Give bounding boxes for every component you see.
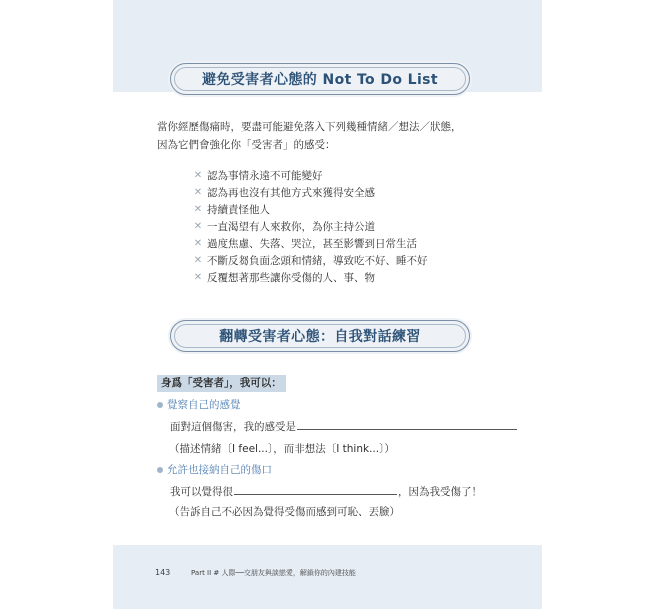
- exercise-prompt: 我可以覺得很: [170, 486, 233, 498]
- list-item: [193, 252, 428, 269]
- not-to-do-list: [193, 167, 428, 286]
- fill-in-blank[interactable]: [234, 483, 397, 495]
- section-title-not-to-do: [170, 63, 470, 95]
- list-item-text: 反覆想著那些讓你受傷的人、事、物: [207, 272, 375, 284]
- x-icon: ✕: [193, 187, 203, 198]
- list-item-text: 過度焦慮、失落、哭泣，甚至影響到日常生活: [207, 238, 417, 250]
- list-item: [193, 218, 428, 235]
- list-item: [193, 235, 428, 252]
- bullet-dot-icon: [157, 402, 163, 408]
- highlight-heading: 身爲「受害者」，我可以：: [157, 375, 286, 392]
- x-icon: ✕: [193, 221, 203, 232]
- x-icon: ✕: [193, 238, 203, 249]
- intro-line-2: 因為它們會強化你「受害者」的感受：: [157, 139, 336, 151]
- fill-in-blank[interactable]: [297, 418, 517, 430]
- subheading-text: 覺察自己的感覺: [167, 399, 241, 411]
- subheading-accept: [157, 462, 272, 477]
- book-page: [113, 0, 542, 609]
- exercise-prompt: 面對這個傷害，我的感受是: [170, 421, 296, 433]
- list-item-text: 認為再也沒有其他方式來獲得安全感: [207, 187, 375, 199]
- subheading-text: 允許也接納自己的傷口: [167, 464, 272, 476]
- subheading-awareness: [157, 397, 241, 412]
- list-item-text: 一直渴望有人來救你，為你主持公道: [207, 221, 375, 233]
- x-icon: ✕: [193, 204, 203, 215]
- x-icon: ✕: [193, 272, 203, 283]
- exercise-line-accept: [170, 483, 482, 501]
- list-item-text: 不斷反芻負面念頭和情緒，導致吃不好、睡不好: [207, 255, 428, 267]
- section-title-text: 避免受害者心態的 Not To Do List: [201, 72, 439, 88]
- exercise-suffix: ，因為我受傷了！: [398, 486, 482, 498]
- list-item-text: 持續責怪他人: [207, 204, 270, 216]
- list-item: [193, 167, 428, 184]
- list-item: [193, 201, 428, 218]
- section-title-text: 翻轉受害者心態：自我對話練習: [219, 329, 421, 345]
- exercise-note-accept: （告訴自己不必因為覺得受傷而感到可恥、丟臉）: [169, 506, 400, 518]
- exercise-line-feeling: [170, 418, 518, 436]
- bullet-dot-icon: [157, 467, 163, 473]
- intro-line-1: 當你經歷傷痛時，要盡可能避免落入下列幾種情緒／想法／狀態，: [157, 121, 462, 133]
- section-title-self-talk: [170, 320, 470, 352]
- x-icon: ✕: [193, 170, 203, 181]
- x-icon: ✕: [193, 255, 203, 266]
- exercise-note-feeling: （描述情緒〔I feel...〕，而非想法〔I think...〕）: [169, 443, 395, 455]
- list-item: [193, 269, 428, 286]
- list-item-text: 認為事情永遠不可能變好: [207, 170, 323, 182]
- list-item: [193, 184, 428, 201]
- page-number: 143: [155, 568, 171, 577]
- running-title: Part II # 人際──交朋友與談戀愛，解鎖你的內建技能: [191, 569, 356, 577]
